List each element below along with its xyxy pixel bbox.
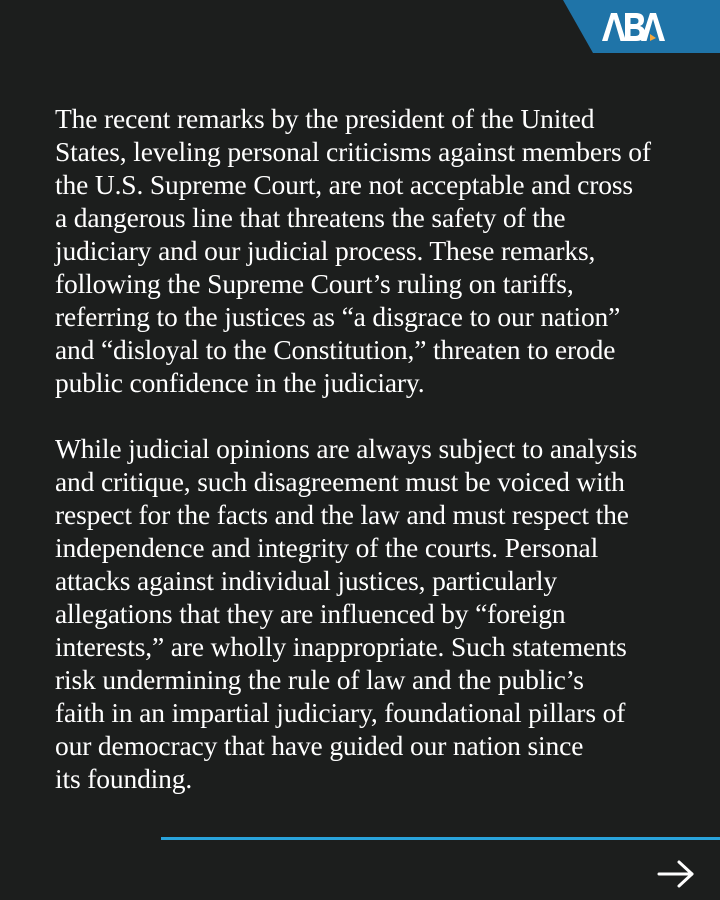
text-line: attacks against individual justices, particularly bbox=[55, 565, 558, 596]
paragraph-spacer bbox=[55, 399, 685, 432]
text-line: following the Supreme Court’s ruling on tariffs, bbox=[55, 268, 574, 299]
text-line: its founding. bbox=[55, 763, 193, 794]
text-line: While judicial opinions are always subject to analysis bbox=[55, 433, 638, 464]
text-line: faith in an impartial judiciary, foundational pillars of bbox=[55, 697, 626, 728]
text-line: respect for the facts and the law and must respect the bbox=[55, 499, 629, 530]
text-line: judiciary and our judicial process. These remarks, bbox=[55, 235, 596, 266]
text-line: and critique, such disagreement must be voiced with bbox=[55, 466, 625, 497]
text-line: States, leveling personal criticisms against members of bbox=[55, 136, 651, 167]
text-line: our democracy that have guided our nation since bbox=[55, 730, 584, 761]
text-line: risk undermining the rule of law and the public’s bbox=[55, 664, 584, 695]
statement-body bbox=[55, 102, 685, 795]
paragraph-1 bbox=[55, 102, 685, 399]
text-line: The recent remarks by the president of the United bbox=[55, 103, 595, 134]
text-line: referring to the justices as “a disgrace to our nation” bbox=[55, 301, 621, 332]
accent-divider bbox=[161, 837, 720, 840]
next-slide-button[interactable] bbox=[656, 858, 696, 890]
aba-logo-badge bbox=[563, 0, 720, 53]
arrow-right-icon bbox=[656, 858, 696, 890]
text-line: a dangerous line that threatens the safety of the bbox=[55, 202, 566, 233]
aba-logo-icon bbox=[601, 12, 665, 42]
text-line: the U.S. Supreme Court, are not acceptable and cross bbox=[55, 169, 633, 200]
text-line: independence and integrity of the courts. Personal bbox=[55, 532, 599, 563]
text-line: and “disloyal to the Constitution,” threaten to erode bbox=[55, 334, 616, 365]
text-line: public confidence in the judiciary. bbox=[55, 367, 425, 398]
text-line: interests,” are wholly inappropriate. Such statements bbox=[55, 631, 627, 662]
paragraph-2 bbox=[55, 432, 685, 795]
text-line: allegations that they are influenced by “foreign bbox=[55, 598, 566, 629]
